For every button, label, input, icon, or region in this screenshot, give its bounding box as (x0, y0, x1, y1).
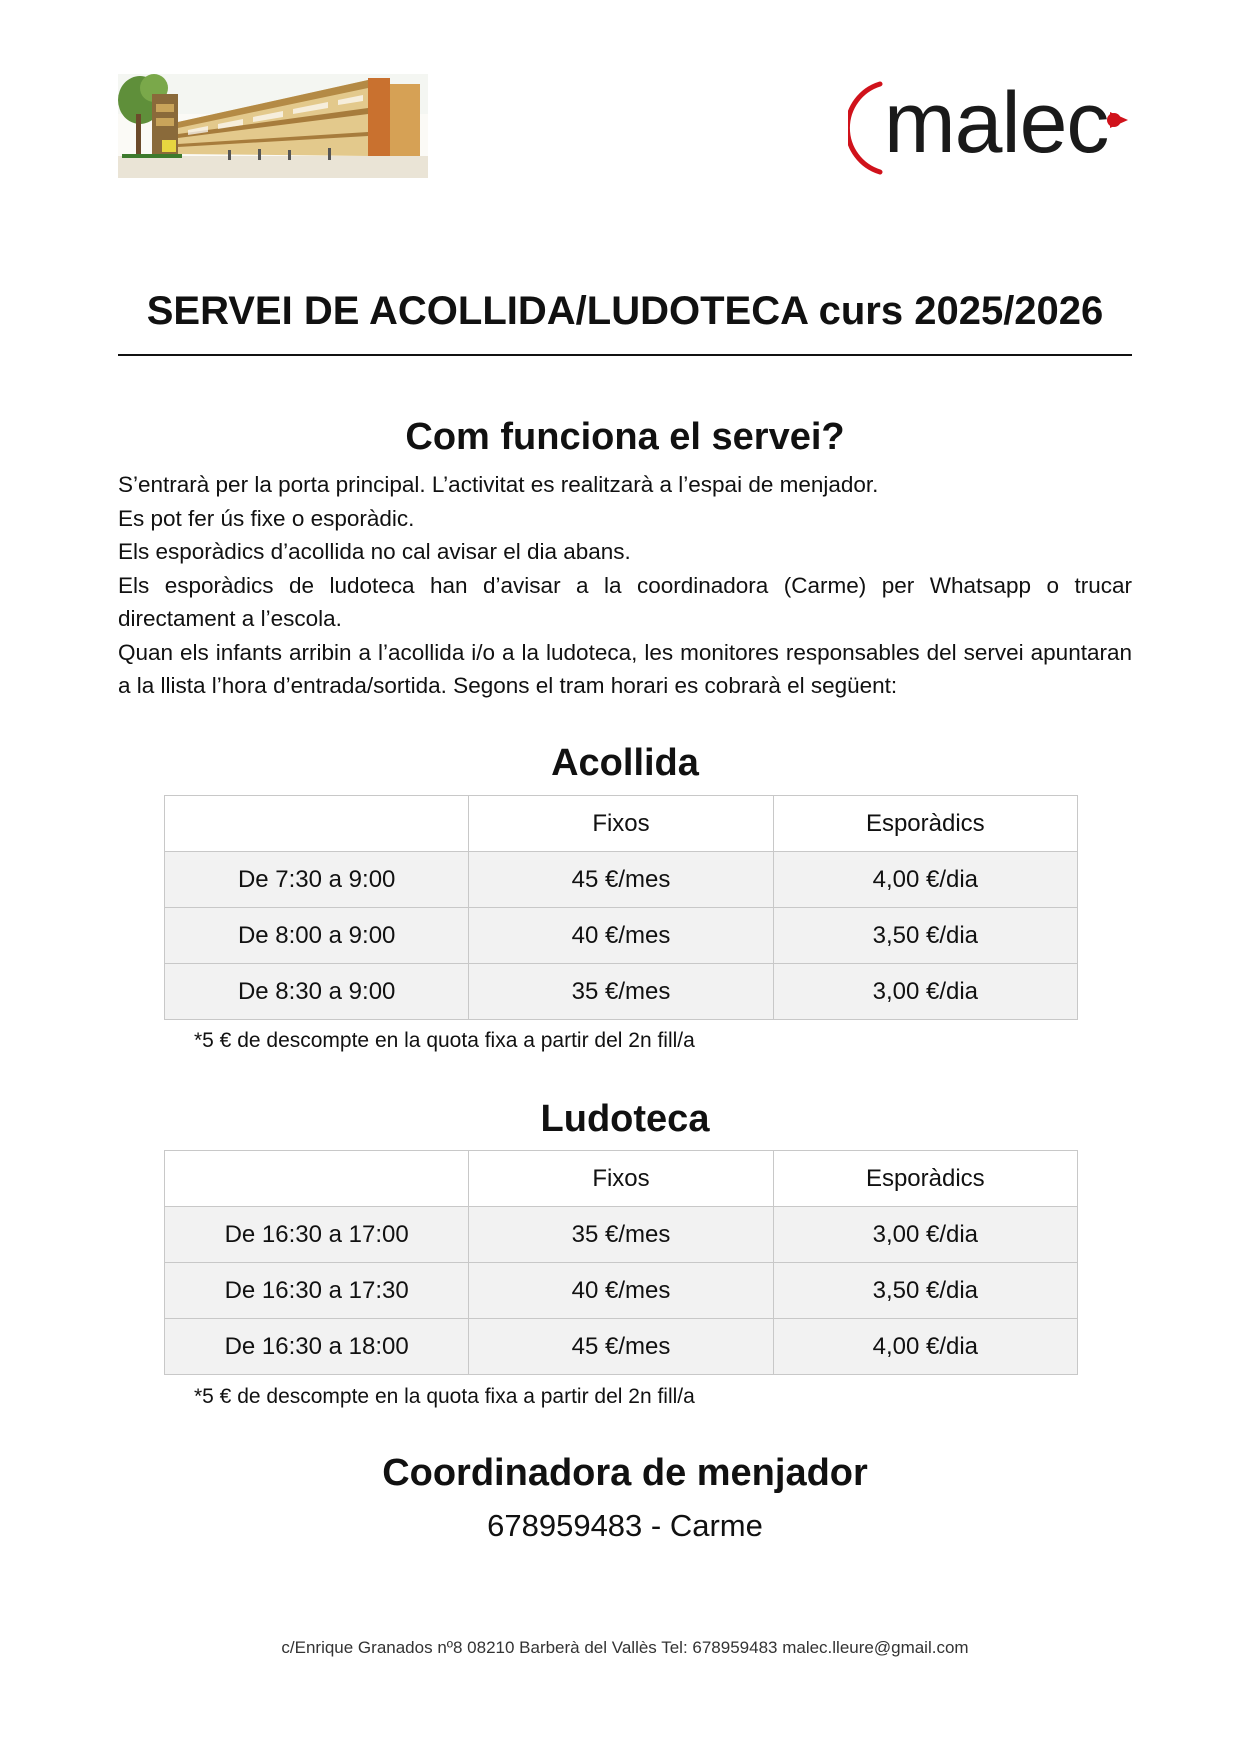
acollida-heading: Acollida (551, 742, 699, 784)
school-building-illustration (118, 74, 428, 178)
table-row (165, 1207, 1078, 1263)
intro-paragraph: Es pot fer ús fixe o esporàdic. (118, 505, 415, 531)
coordinator-contact: 678959483 - Carme (487, 1508, 763, 1543)
time-slot-cell: De 16:30 a 17:00 (165, 1207, 469, 1263)
table-row (165, 1319, 1078, 1375)
table-header-cell: Fixos (469, 796, 773, 852)
intro-paragraph: Els esporàdics d’acollida no cal avisar el dia abans. (118, 539, 631, 564)
sporadic-price-cell: 3,00 €/dia (773, 1207, 1077, 1263)
table-row (165, 1263, 1078, 1319)
sporadic-price-cell: 4,00 €/dia (773, 1319, 1077, 1375)
fixed-price-cell: 45 €/mes (469, 852, 773, 908)
page-title: SERVEI DE ACOLLIDA/LUDOTECA curs 2025/2026 (146, 289, 1104, 333)
intro-text (118, 468, 1132, 703)
table-header-cell (165, 796, 469, 852)
fixed-price-cell: 35 €/mes (469, 1207, 773, 1263)
table-header-cell: Fixos (469, 1151, 773, 1207)
time-slot-cell: De 16:30 a 17:30 (165, 1263, 469, 1319)
table-header-cell: Esporàdics (773, 796, 1077, 852)
ludoteca-discount-note: *5 € de descompte en la quota fixa a partir del 2n fill/a (194, 1385, 695, 1408)
intro-paragraph: Quan els infants arribin a l’acollida i/o a la ludoteca, les monitores responsables del servei apuntaran a la llista l’hora d’entrada/sortida. Segons el tram horari es cobrarà el següent: (118, 639, 1132, 698)
table-header-cell (165, 1151, 469, 1207)
time-slot-cell: De 16:30 a 18:00 (165, 1319, 469, 1375)
table-header-row (165, 796, 1078, 852)
footer-address: c/Enrique Granados nº8 08210 Barberà del Vallès Tel: 678959483 malec.lleure@gmail.com (281, 1638, 969, 1657)
acollida-discount-note: *5 € de descompte en la quota fixa a partir del 2n fill/a (194, 1029, 695, 1052)
table-header-row (165, 1151, 1078, 1207)
acollida-price-table (164, 795, 1078, 1020)
fixed-price-cell: 45 €/mes (469, 1319, 773, 1375)
title-divider (118, 354, 1132, 356)
sporadic-price-cell: 4,00 €/dia (773, 852, 1077, 908)
sporadic-price-cell: 3,00 €/dia (773, 964, 1077, 1020)
table-row (165, 908, 1078, 964)
fixed-price-cell: 40 €/mes (469, 1263, 773, 1319)
time-slot-cell: De 8:00 a 9:00 (165, 908, 469, 964)
ludoteca-heading: Ludoteca (540, 1098, 710, 1140)
fixed-price-cell: 40 €/mes (469, 908, 773, 964)
intro-paragraph: Els esporàdics de ludoteca han d’avisar a la coordinadora (Carme) per Whatsapp o trucar directament a l’escola. (118, 572, 1132, 631)
malec-logo (848, 76, 1130, 176)
sporadic-price-cell: 3,50 €/dia (773, 1263, 1077, 1319)
sporadic-price-cell: 3,50 €/dia (773, 908, 1077, 964)
coordinator-heading: Coordinadora de menjador (382, 1452, 868, 1494)
how-it-works-heading: Com funciona el servei? (405, 416, 845, 458)
time-slot-cell: De 8:30 a 9:00 (165, 964, 469, 1020)
table-row (165, 852, 1078, 908)
time-slot-cell: De 7:30 a 9:00 (165, 852, 469, 908)
fixed-price-cell: 35 €/mes (469, 964, 773, 1020)
table-header-cell: Esporàdics (773, 1151, 1077, 1207)
logo-wordmark: malec (884, 75, 1109, 171)
table-row (165, 964, 1078, 1020)
ludoteca-price-table (164, 1150, 1078, 1375)
intro-paragraph: S’entrarà per la porta principal. L’activitat es realitzarà a l’espai de menjador. (118, 472, 879, 497)
